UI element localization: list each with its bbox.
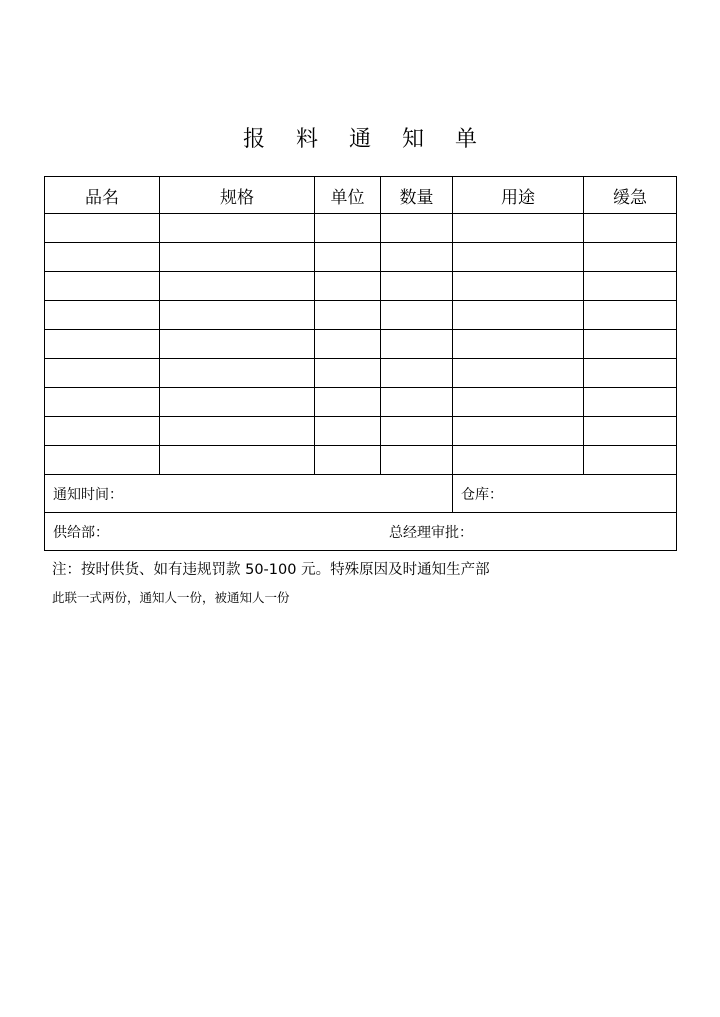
purpose-cell[interactable] xyxy=(453,446,584,475)
item-name-cell[interactable] xyxy=(45,359,160,388)
urgency-cell[interactable] xyxy=(584,214,677,243)
page-title: 报 料 通 知 单 xyxy=(243,127,489,152)
header-unit: 单位 xyxy=(315,177,381,214)
spec-cell[interactable] xyxy=(160,272,315,301)
table-row xyxy=(45,272,677,301)
urgency-cell[interactable] xyxy=(584,330,677,359)
item-name-cell[interactable] xyxy=(45,301,160,330)
unit-cell[interactable] xyxy=(315,301,381,330)
purpose-cell[interactable] xyxy=(453,301,584,330)
table-row xyxy=(45,446,677,475)
purpose-cell[interactable] xyxy=(453,214,584,243)
item-name-cell[interactable] xyxy=(45,330,160,359)
purpose-cell[interactable] xyxy=(453,388,584,417)
table-row xyxy=(45,359,677,388)
item-name-cell[interactable] xyxy=(45,388,160,417)
quantity-cell[interactable] xyxy=(381,272,453,301)
gm-approval-label[interactable]: 总经理审批： xyxy=(389,524,473,541)
spec-cell[interactable] xyxy=(160,417,315,446)
urgency-cell[interactable] xyxy=(584,272,677,301)
spec-cell[interactable] xyxy=(160,388,315,417)
note-line-1: 注：按时供货、如有违规罚款 50-100 元。特殊原因及时通知生产部 xyxy=(52,562,490,578)
purpose-cell[interactable] xyxy=(453,359,584,388)
quantity-cell[interactable] xyxy=(381,417,453,446)
unit-cell[interactable] xyxy=(315,243,381,272)
quantity-cell[interactable] xyxy=(381,301,453,330)
material-request-table xyxy=(44,176,677,551)
item-name-cell[interactable] xyxy=(45,272,160,301)
header-spec: 规格 xyxy=(160,177,315,214)
unit-cell[interactable] xyxy=(315,446,381,475)
header-item-name: 品名 xyxy=(45,177,160,214)
purpose-cell[interactable] xyxy=(453,330,584,359)
quantity-cell[interactable] xyxy=(381,330,453,359)
spec-cell[interactable] xyxy=(160,243,315,272)
table-row xyxy=(45,417,677,446)
urgency-cell[interactable] xyxy=(584,301,677,330)
table-header-row xyxy=(45,177,677,214)
spec-cell[interactable] xyxy=(160,301,315,330)
table-row xyxy=(45,330,677,359)
urgency-cell[interactable] xyxy=(584,359,677,388)
table-row xyxy=(45,214,677,243)
supply-dept-label[interactable]: 供给部： xyxy=(53,524,109,541)
unit-cell[interactable] xyxy=(315,359,381,388)
unit-cell[interactable] xyxy=(315,214,381,243)
table-row xyxy=(45,388,677,417)
spec-cell[interactable] xyxy=(160,330,315,359)
spec-cell[interactable] xyxy=(160,214,315,243)
item-name-cell[interactable] xyxy=(45,243,160,272)
spec-cell[interactable] xyxy=(160,359,315,388)
purpose-cell[interactable] xyxy=(453,272,584,301)
quantity-cell[interactable] xyxy=(381,359,453,388)
purpose-cell[interactable] xyxy=(453,417,584,446)
quantity-cell[interactable] xyxy=(381,214,453,243)
notify-time-cell[interactable]: 通知时间： xyxy=(45,475,453,513)
header-purpose: 用途 xyxy=(453,177,584,214)
unit-cell[interactable] xyxy=(315,417,381,446)
unit-cell[interactable] xyxy=(315,330,381,359)
table-row xyxy=(45,301,677,330)
quantity-cell[interactable] xyxy=(381,446,453,475)
header-urgency: 缓急 xyxy=(584,177,677,214)
note-line-2: 此联一式两份，通知人一份，被通知人一份 xyxy=(52,590,290,605)
spec-cell[interactable] xyxy=(160,446,315,475)
item-name-cell[interactable] xyxy=(45,446,160,475)
urgency-cell[interactable] xyxy=(584,388,677,417)
supply-approval-cell xyxy=(45,513,677,551)
item-name-cell[interactable] xyxy=(45,214,160,243)
supply-approval-row xyxy=(45,513,677,551)
unit-cell[interactable] xyxy=(315,272,381,301)
quantity-cell[interactable] xyxy=(381,388,453,417)
urgency-cell[interactable] xyxy=(584,417,677,446)
notify-warehouse-row xyxy=(45,475,677,513)
unit-cell[interactable] xyxy=(315,388,381,417)
purpose-cell[interactable] xyxy=(453,243,584,272)
header-quantity: 数量 xyxy=(381,177,453,214)
table-row xyxy=(45,243,677,272)
urgency-cell[interactable] xyxy=(584,243,677,272)
warehouse-cell[interactable]: 仓库： xyxy=(453,475,677,513)
urgency-cell[interactable] xyxy=(584,446,677,475)
item-name-cell[interactable] xyxy=(45,417,160,446)
quantity-cell[interactable] xyxy=(381,243,453,272)
